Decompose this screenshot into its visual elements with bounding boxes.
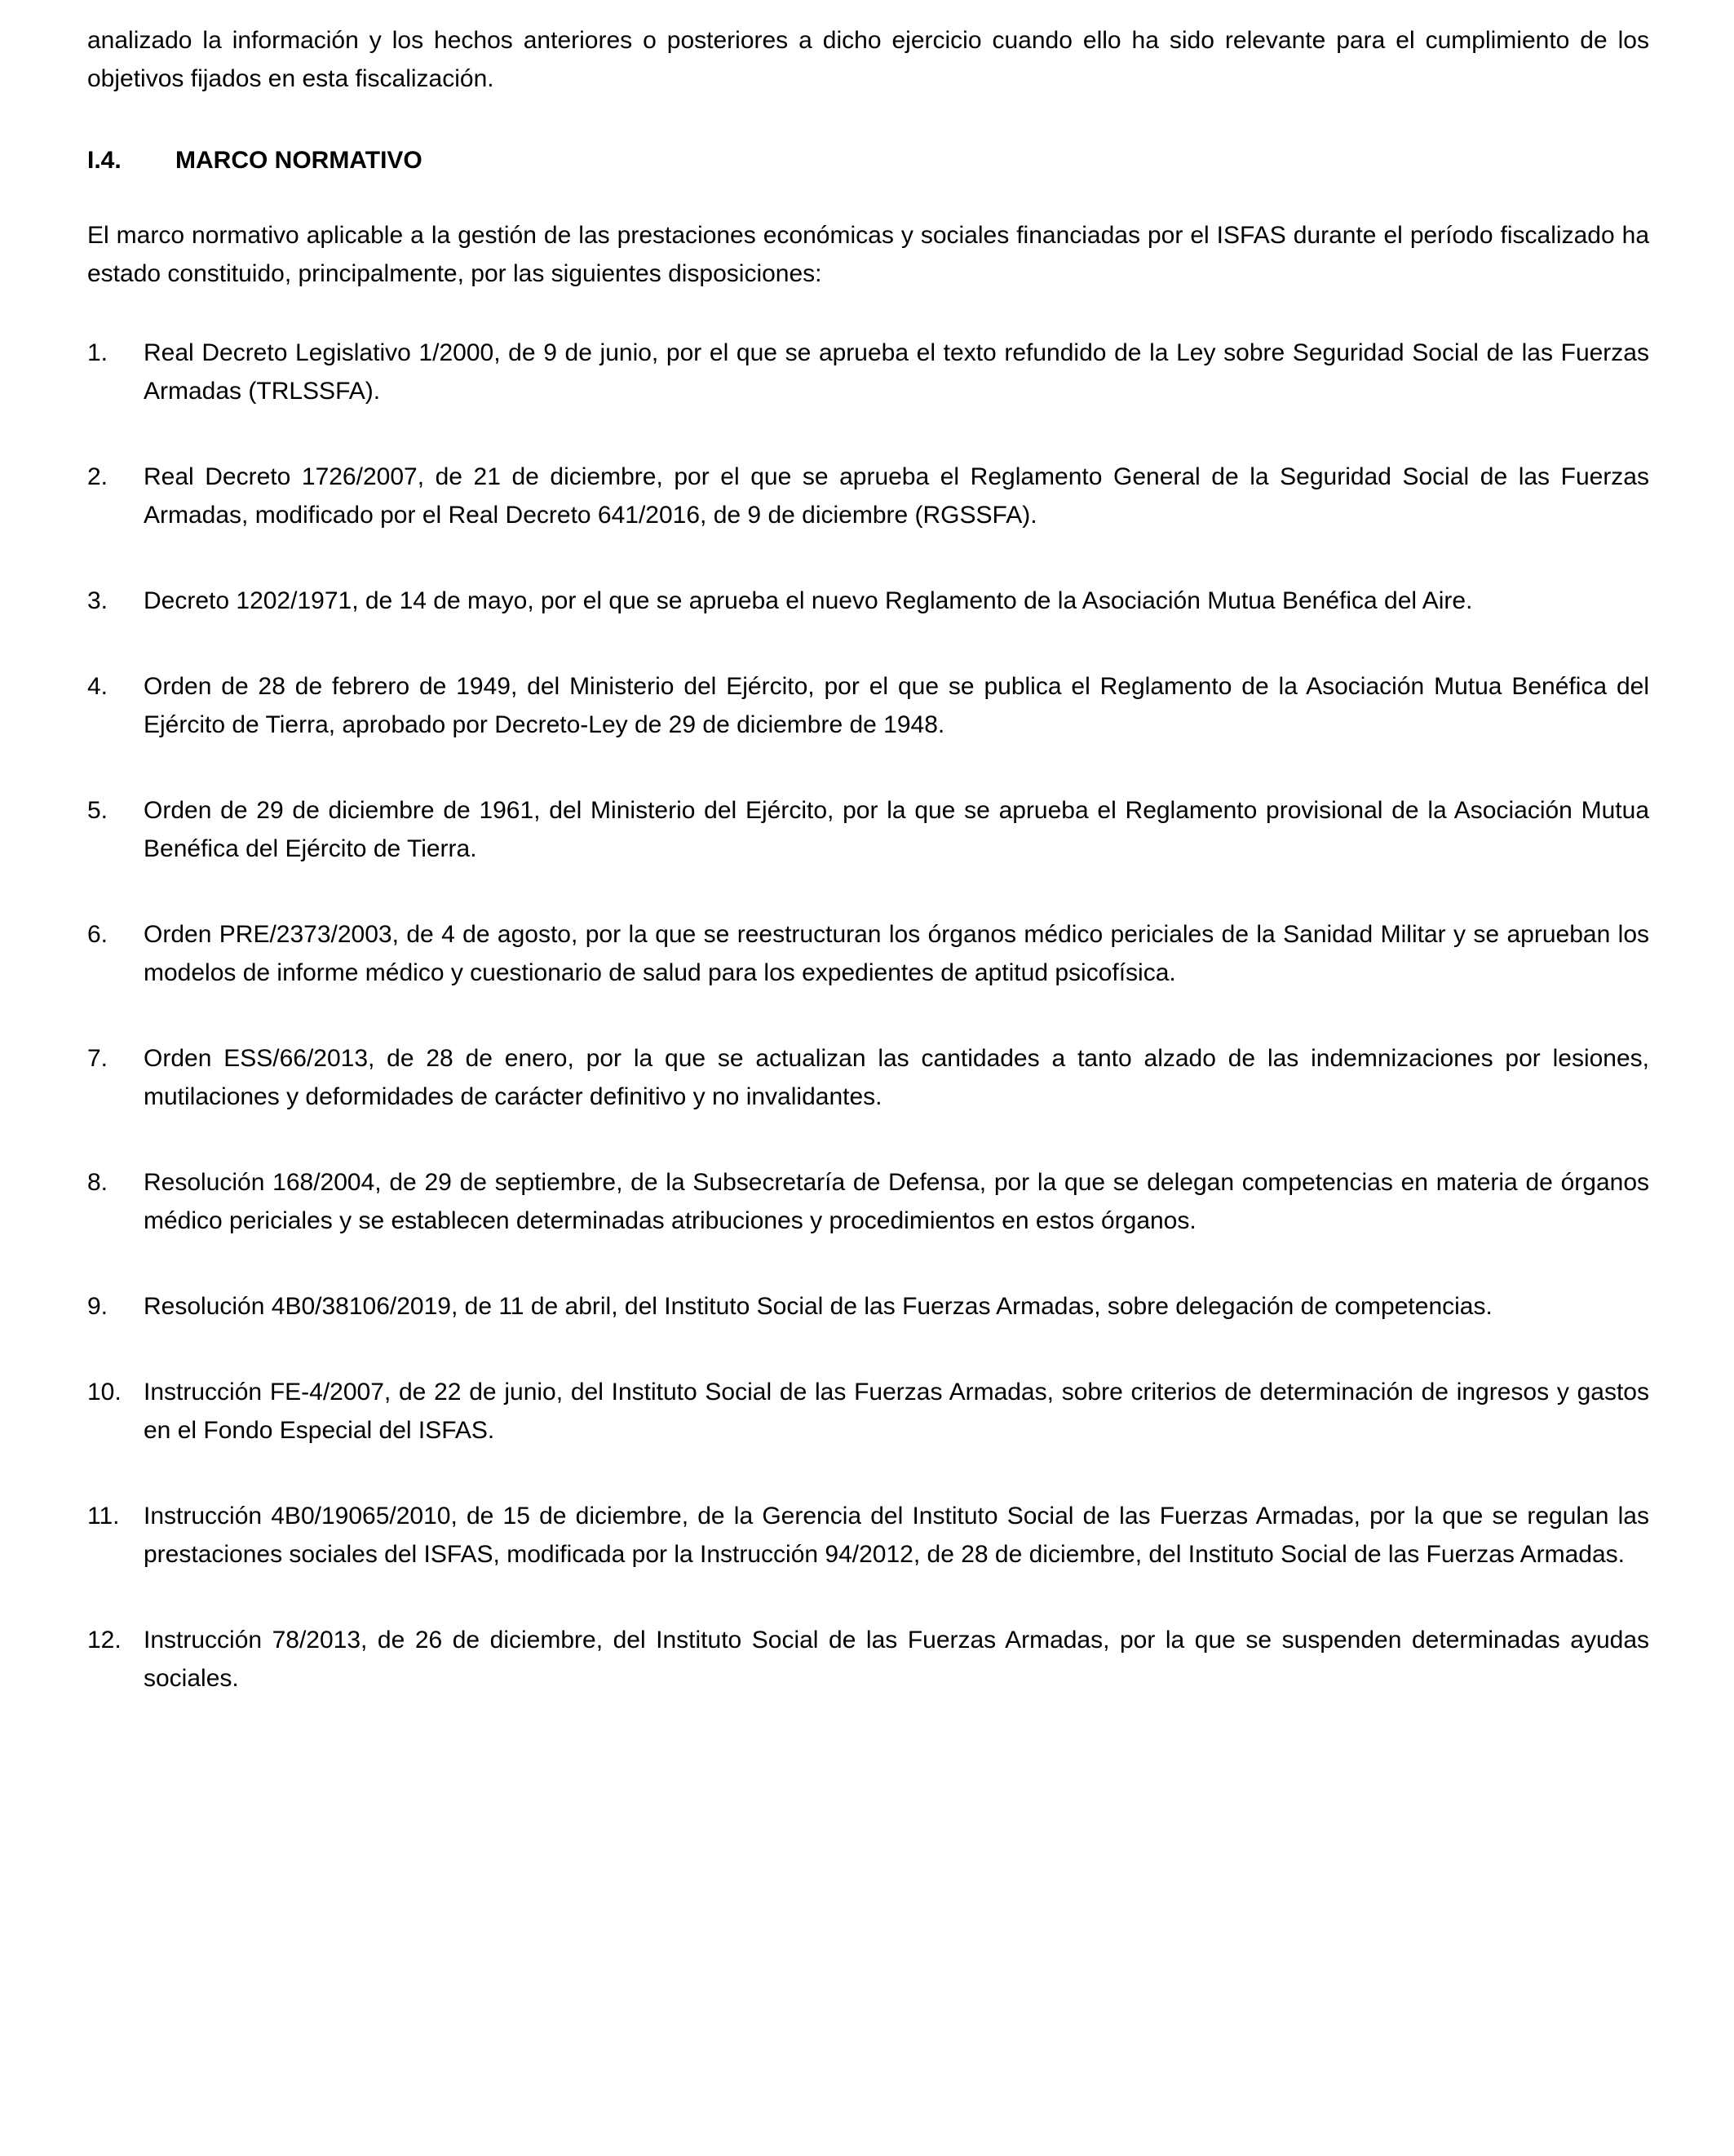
list-item-number: 10.: [87, 1379, 122, 1406]
list-item-text: Orden de 28 de febrero de 1949, del Ministerio del Ejército, por el que se publica el Reglamento de la Asociación Mutua Benéfica del Ejército de Tierra, aprobado por Decreto-Ley de 29 de diciembre de 1948.: [144, 673, 1649, 738]
list-item-text: Instrucción 78/2013, de 26 de diciembre, del Instituto Social de las Fuerzas Armadas, por la que se suspenden determinadas ayudas sociales.: [144, 1627, 1649, 1692]
list-item-number: 7.: [87, 1045, 108, 1072]
list-item: [87, 1621, 1649, 1698]
list-item-number: 12.: [87, 1627, 122, 1654]
list-item-text: Real Decreto 1726/2007, de 21 de diciembre, por el que se aprueba el Reglamento General de la Seguridad Social de las Fuerzas Armadas, modificado por el Real Decreto 641/2016, de 9 de diciembre (RGSSFA).: [144, 463, 1649, 529]
list-item-text: Resolución 4B0/38106/2019, de 11 de abril, del Instituto Social de las Fuerzas Armadas, sobre delegación de competencias.: [144, 1293, 1493, 1320]
list-item-text: Instrucción 4B0/19065/2010, de 15 de diciembre, de la Gerencia del Instituto Social de las Fuerzas Armadas, por la que se regulan las prestaciones sociales del ISFAS, modificada por la Instrucción 94/2012, de 28 de diciembre, del Instituto Social de las Fuerzas Armadas.: [144, 1503, 1649, 1568]
list-item: [87, 1497, 1649, 1574]
list-item: [87, 791, 1649, 868]
section-number: I.4.: [87, 147, 122, 174]
list-item-text: Resolución 168/2004, de 29 de septiembre, de la Subsecretaría de Defensa, por la que se delegan competencias en materia de órganos médico periciales y se establecen determinadas atribuciones y procedimientos en estos órganos.: [144, 1169, 1649, 1234]
list-item-number: 2.: [87, 463, 108, 490]
list-item: [87, 582, 1649, 620]
lead-paragraph: El marco normativo aplicable a la gestión de las prestaciones económicas y sociales financiadas por el ISFAS durante el período fiscalizado ha estado constituido, principalmente, por las siguientes disposiciones:: [87, 222, 1649, 287]
list-item-number: 3.: [87, 587, 108, 614]
list-item-text: Real Decreto Legislativo 1/2000, de 9 de junio, por el que se aprueba el texto refundido de la Ley sobre Seguridad Social de las Fuerzas Armadas (TRLSSFA).: [144, 339, 1649, 405]
list-item: [87, 1373, 1649, 1450]
section-title: MARCO NORMATIVO: [175, 147, 422, 174]
list-item: [87, 458, 1649, 534]
list-item-text: Orden PRE/2373/2003, de 4 de agosto, por la que se reestructuran los órganos médico periciales de la Sanidad Militar y se aprueban los modelos de informe médico y cuestionario de salud para los expedientes de aptitud psicofísica.: [144, 921, 1649, 986]
list-item-number: 11.: [87, 1503, 120, 1530]
list-item: [87, 667, 1649, 744]
list-item-text: Instrucción FE-4/2007, de 22 de junio, del Instituto Social de las Fuerzas Armadas, sobre criterios de determinación de ingresos y gastos en el Fondo Especial del ISFAS.: [144, 1379, 1649, 1444]
list-item: [87, 915, 1649, 992]
list-item-number: 9.: [87, 1293, 108, 1320]
list-item: [87, 1287, 1649, 1326]
list-item-number: 6.: [87, 921, 108, 948]
section-heading: [87, 141, 1649, 179]
list-item-number: 8.: [87, 1169, 108, 1196]
list-item-number: 1.: [87, 339, 108, 366]
list-item: [87, 1163, 1649, 1240]
list-item-text: Orden de 29 de diciembre de 1961, del Ministerio del Ejército, por la que se aprueba el Reglamento provisional de la Asociación Mutua Benéfica del Ejército de Tierra.: [144, 797, 1649, 862]
list-item-text: Orden ESS/66/2013, de 28 de enero, por la que se actualizan las cantidades a tanto alzado de las indemnizaciones por lesiones, mutilaciones y deformidades de carácter definitivo y no invalidantes.: [144, 1045, 1649, 1110]
list-item-text: Decreto 1202/1971, de 14 de mayo, por el que se aprueba el nuevo Reglamento de la Asociación Mutua Benéfica del Aire.: [144, 587, 1473, 614]
list-item: [87, 1039, 1649, 1116]
list-item-number: 4.: [87, 673, 108, 700]
intro-paragraph: analizado la información y los hechos anteriores o posteriores a dicho ejercicio cuando ello ha sido relevante para el cumplimiento de los objetivos fijados en esta fiscalización.: [87, 27, 1649, 92]
normative-list: [87, 334, 1649, 1698]
list-item: [87, 334, 1649, 410]
list-item-number: 5.: [87, 797, 108, 824]
